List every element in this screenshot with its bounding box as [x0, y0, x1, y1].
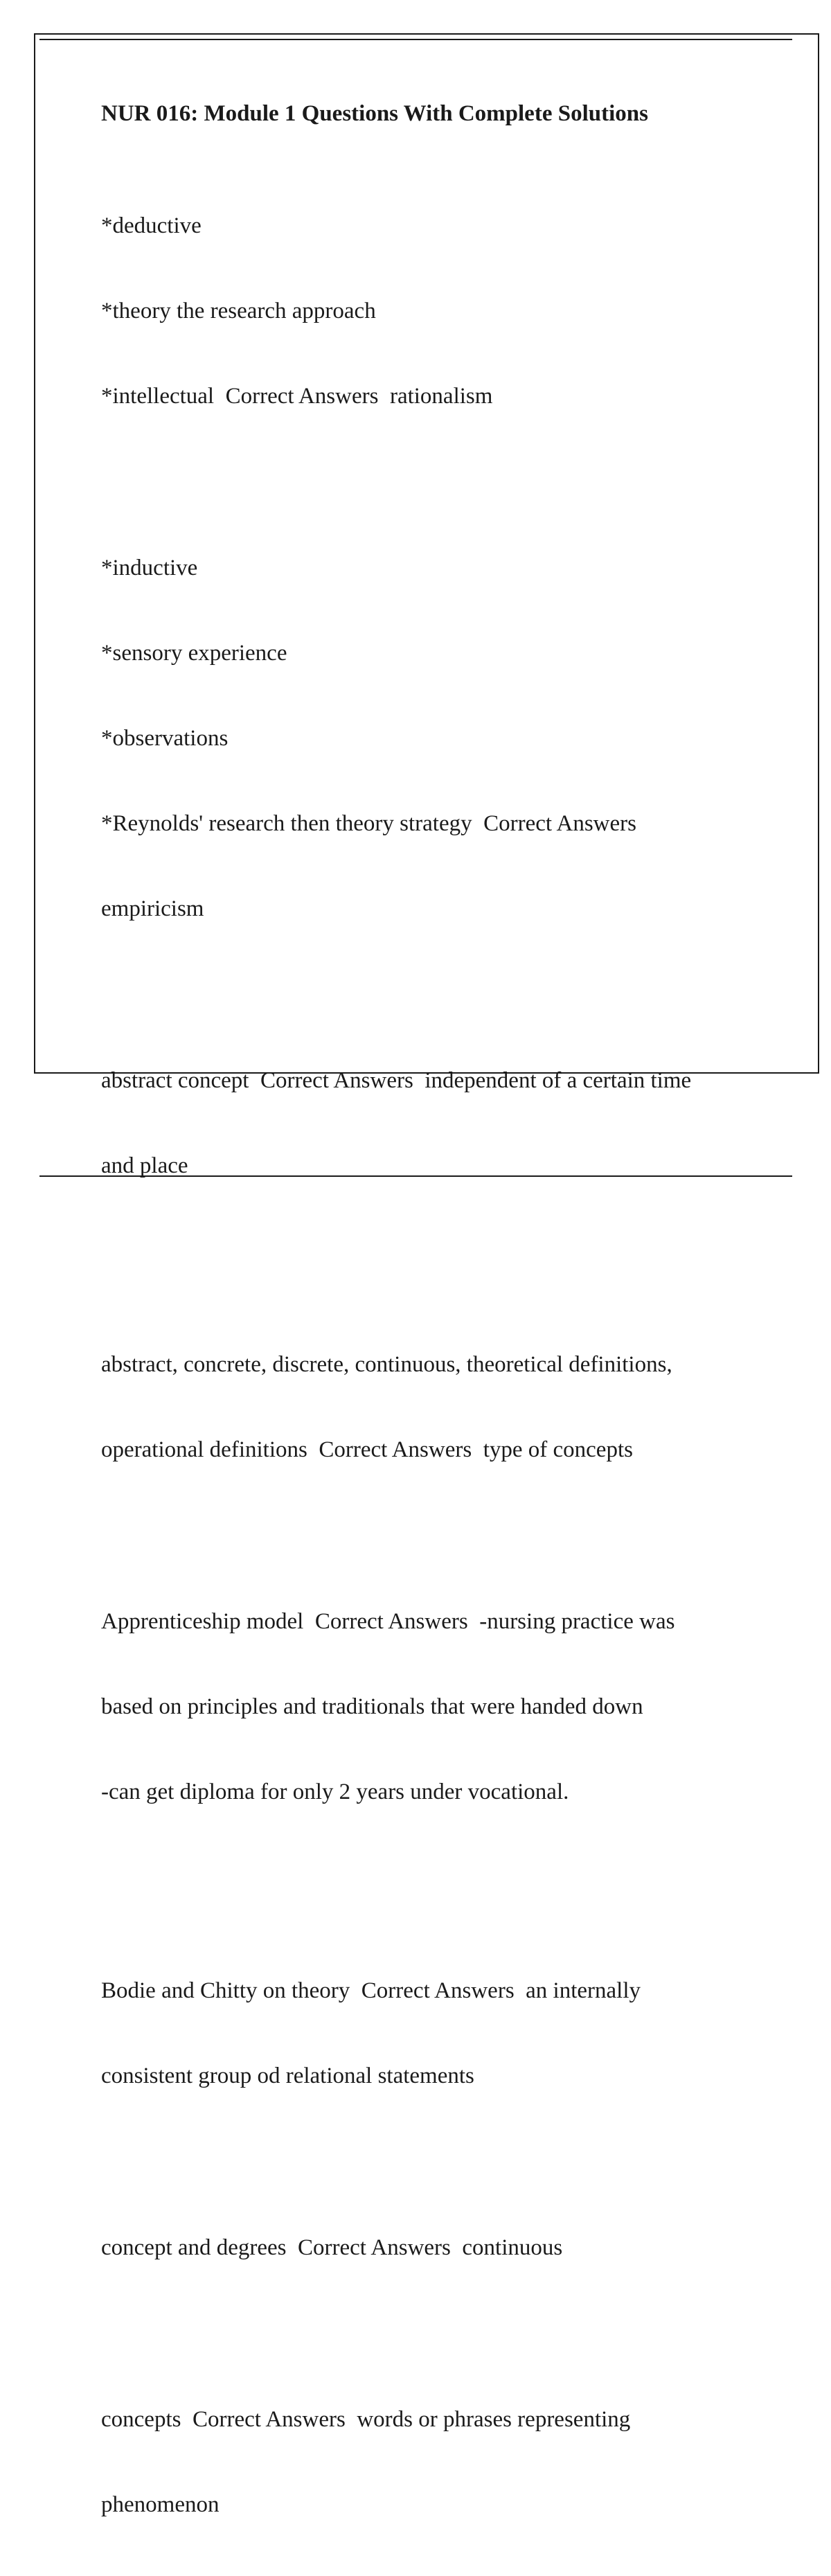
qa-item	[101, 155, 766, 468]
qa-line: *inductive	[101, 556, 198, 580]
document-title: NUR 016: Module 1 Questions With Complete Solutions	[101, 101, 648, 126]
document-body	[101, 98, 766, 2576]
bottom-rule	[39, 1175, 792, 1177]
qa-line: empiricism	[101, 896, 204, 921]
qa-line: and place	[101, 1153, 188, 1178]
qa-line: *observations	[101, 726, 229, 751]
qa-line: *deductive	[101, 213, 202, 238]
qa-item	[101, 1920, 766, 2147]
qa-line: concept and degrees Correct Answers continuous	[101, 2235, 563, 2260]
qa-line: abstract, concrete, discrete, continuous, theoretical definitions,	[101, 1352, 672, 1377]
qa-item	[101, 2349, 766, 2576]
paragraph-gap	[101, 1863, 766, 1920]
qa-line: *Reynolds' research then theory strategy Correct Answers	[101, 811, 636, 836]
paragraph-gap	[101, 980, 766, 1010]
qa-line: *sensory experience	[101, 641, 287, 666]
qa-line: *theory the research approach	[101, 299, 376, 323]
qa-item	[101, 1010, 766, 1237]
paragraph-gap	[101, 1237, 766, 1294]
qa-line: abstract concept Correct Answers independent of a certain time	[101, 1068, 692, 1093]
paragraph-gap	[101, 2319, 766, 2349]
qa-line: based on principles and traditionals that were handed down	[101, 1694, 643, 1719]
qa-item	[101, 2177, 766, 2319]
paragraph-gap	[101, 1521, 766, 1551]
qa-line: Bodie and Chitty on theory Correct Answers an internally	[101, 1978, 641, 2003]
paragraph-gap	[101, 468, 766, 497]
qa-line: -can get diploma for only 2 years under vocational.	[101, 1779, 569, 1804]
qa-line: operational definitions Correct Answers type of concepts	[101, 1437, 633, 1462]
qa-item	[101, 497, 766, 980]
qa-line: Apprenticeship model Correct Answers -nursing practice was	[101, 1609, 675, 1634]
qa-line: phenomenon	[101, 2492, 220, 2517]
qa-item	[101, 1551, 766, 1863]
qa-line: *intellectual Correct Answers rationalism	[101, 384, 493, 409]
qa-line: consistent group od relational statements	[101, 2063, 474, 2088]
paragraph-gap	[101, 2147, 766, 2177]
qa-line: concepts Correct Answers words or phrases representing	[101, 2407, 631, 2432]
qa-item	[101, 1294, 766, 1521]
